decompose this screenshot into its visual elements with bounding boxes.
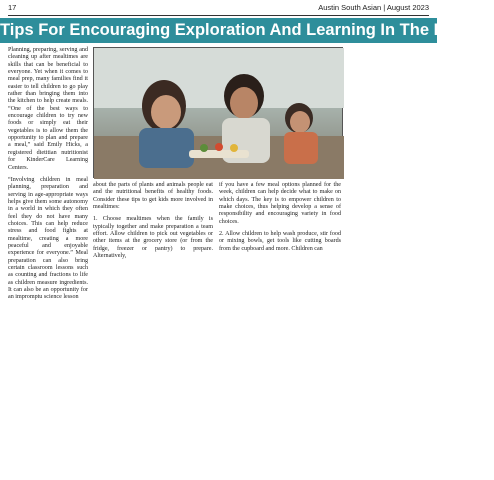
article1-col1 [8, 47, 88, 301]
page-header [8, 3, 429, 14]
article1-title: Tips For Encouraging Exploration And Learning In The Kitchen [0, 18, 437, 43]
paragraph: 1. Choose mealtimes when the family is typically together and make preparation a team effort. Allow children to pick out vegetables or other items at the grocery store (or from the fridge, freezer or pantry) to prepare. Alternatively, [93, 216, 213, 260]
paragraph: 2. Allow children to help wash produce, stir food or mixing bowls, get tools like cutting boards from the cupboard and more. Children can [219, 231, 341, 252]
header-rule [8, 15, 429, 16]
publication-info: Austin South Asian | August 2023 [318, 3, 429, 12]
article1-col2 [93, 182, 213, 260]
paragraph: if you have a few meal options planned for the week, children can help decide what to make on which days. The key is to empower children to make choices, thus helping develop a sense of responsibility and encouraging variety in food choices. [219, 182, 341, 225]
paragraph: “Involving children in meal planning, preparation and serving in age-appropriate ways helps give them some autonomy in a world in which they often feel they do not have many choices. This can help reduce stress and food fights at mealtime, creating a more peaceful and enjoyable experience for everyone.” Meal preparation can also bring certain classroom lessons such as counting and fractions to life as children measure ingredients. It can also be an opportunity for an impromptu science lesson [8, 176, 88, 301]
paragraph: about the parts of plants and animals people eat and the nutritional benefits of healthy foods. Consider these tips to get kids more involved in mealtimes: [93, 182, 213, 211]
article1-col3 [219, 182, 341, 252]
page-number: 17 [8, 3, 17, 12]
paragraph: Planning, preparing, serving and cleaning up after mealtimes are skills that can be beneficial to everyone. Yet when it comes to meal prep, many families find it easier to tell children to go play rather than bringing them into the kitchen to help create meals. “One of the best ways to encourage children to try new foods or simply eat their vegetables is to allow them the opportunity to plan and prepare a meal,” said Emily Hicks, a registered dietitian nutritionist for KinderCare Learning Centers. [8, 47, 88, 171]
kitchen-photo [93, 47, 343, 178]
kitchen-photo-illustration [94, 48, 344, 179]
